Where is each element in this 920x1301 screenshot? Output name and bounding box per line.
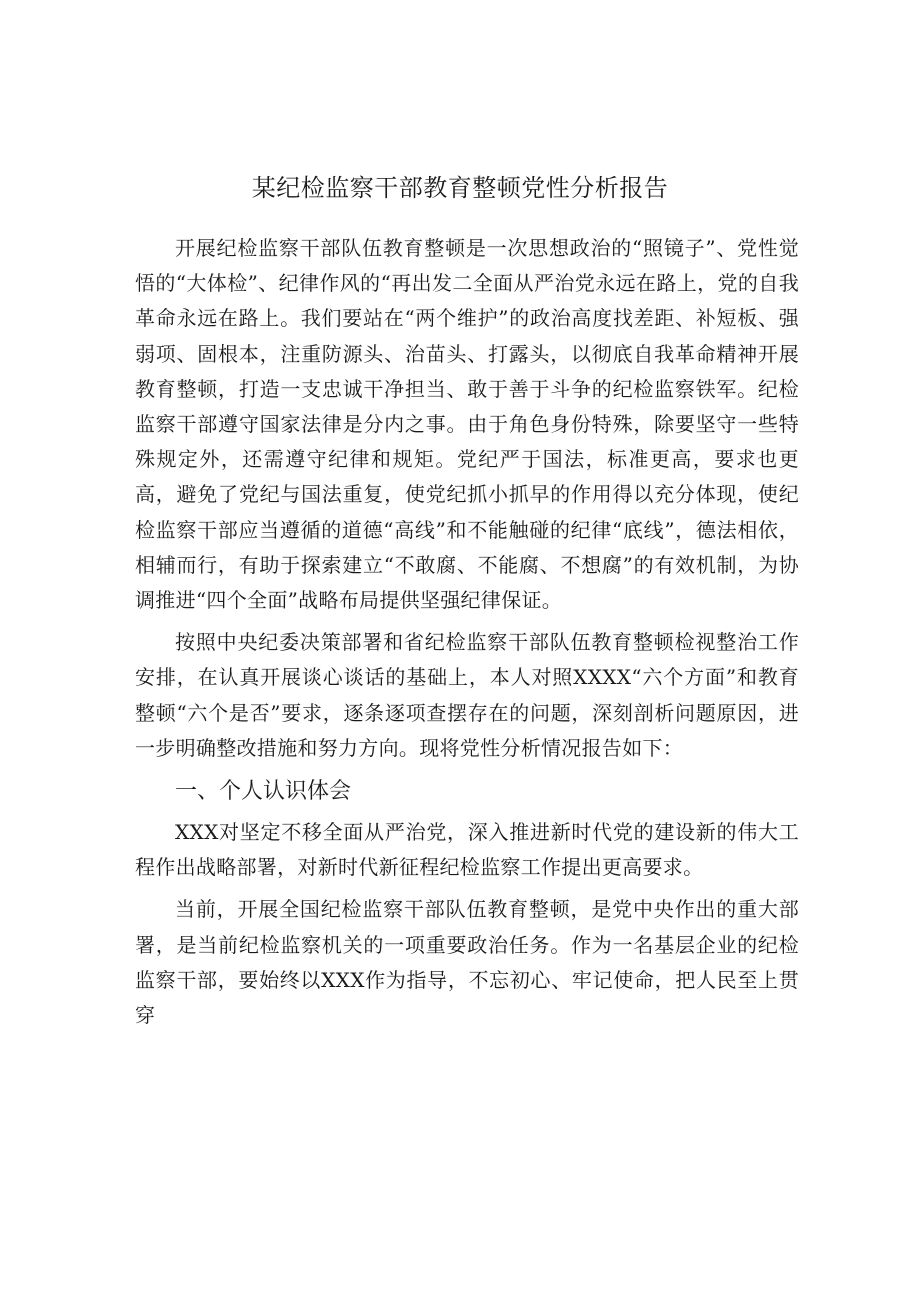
section1-paragraph-2: 当前，开展全国纪检监察干部队伍教育整顿，是党中央作出的重大部署，是当前纪检监察机关的一项重要政治任务。作为一名基层企业的纪检监察干部，要始终以XXX作为指导，不忘初心、牢记使命，把人民至上贯穿 — [135, 897, 799, 1028]
document-body — [135, 231, 799, 1040]
body-paragraph-1: 开展纪检监察干部队伍教育整顿是一次思想政治的“照镜子”、党性觉悟的“大体检”、纪律作风的“再出发二全面从严治党永远在路上，党的自我革命永远在路上。我们要站在“两个维护”的政治高度找差距、补短板、强弱项、固根本，注重防源头、治苗头、打露头，以彻底自我革命精神开展教育整顿，打造一支忠诚干净担当、敢于善于斗争的纪检监察铁军。纪检监察干部遵守国家法律是分内之事。由于角色身份特殊，除要坚守一些特殊规定外，还需遵守纪律和规矩。党纪严于国法，标准更高，要求也更高，避免了党纪与国法重复，使党纪抓小抓早的作用得以充分体现，使纪检监察干部应当遵循的道德“高线”和不能触碰的纪律“底线”，德法相依，相辅而行，有助于探索建立“不敢腐、不能腐、不想腐”的有效机制，为协调推进“四个全面”战略布局提供坚强纪律保证。 — [135, 236, 799, 613]
body-paragraph-2: 按照中央纪委决策部署和省纪检监察干部队伍教育整顿检视整治工作安排，在认真开展谈心谈话的基础上，本人对照XXXX“六个方面”和教育整顿“六个是否”要求，逐条逐项查摆存在的问题，深刻剖析问题原因，进一步明确整改措施和努力方向。现将党性分析情况报告如下： — [135, 630, 799, 760]
document-title: 某纪检监察干部教育整顿党性分析报告 — [251, 174, 669, 202]
section-heading-1: 一、个人认识体会 — [175, 779, 352, 805]
section1-paragraph-1: XXX对坚定不移全面从严治党，深入推进新时代党的建设新的伟大工程作出战略部署，对新时代新征程纪检监察工作提出更高要求。 — [135, 820, 799, 880]
